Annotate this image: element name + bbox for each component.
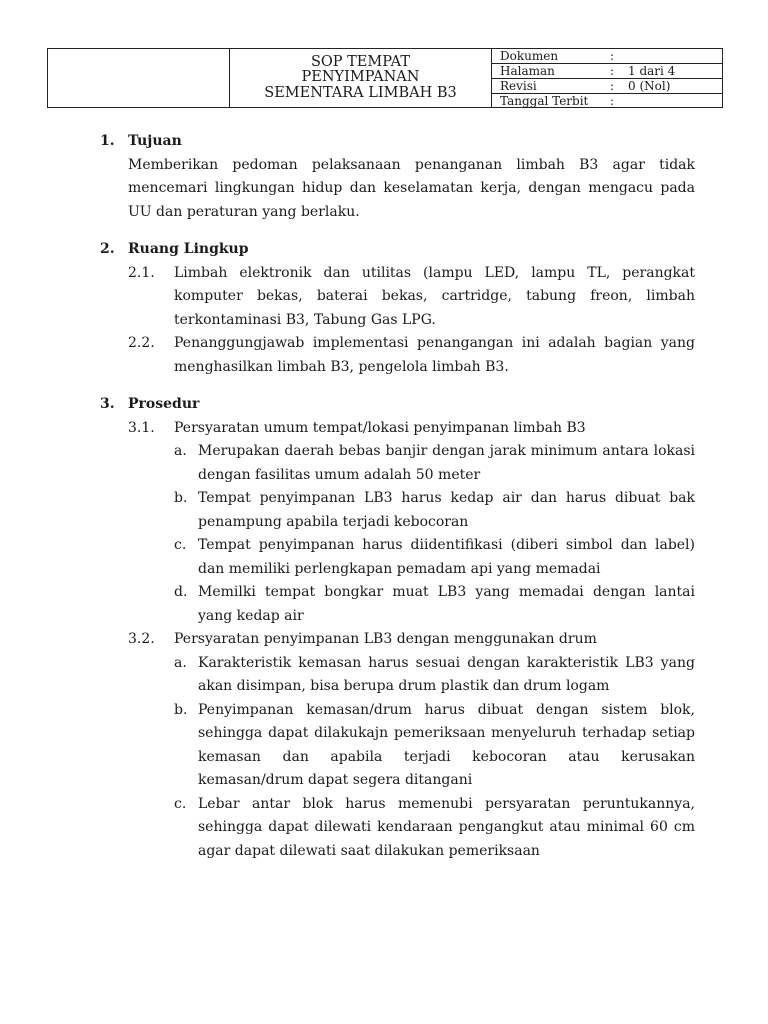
title-line: SOP TEMPAT [310,53,411,70]
section-title: Tujuan [128,133,182,149]
item-text: Tempat penyimpanan LB3 harus kedap air dan harus dibuat bak penampung apabila terjadi kebocoran [198,490,695,530]
meta-row-dokumen [492,49,722,64]
section-number: 3. [100,396,115,412]
meta-row-revisi [492,79,722,94]
document-meta [492,49,722,107]
section-paragraph: Memberikan pedoman pelaksanaan penanganan limbah B3 agar tidak mencemari lingkungan hidup dan keselamatan kerja, dengan mengacu pada UU dan peraturan yang berlaku. [128,156,695,220]
subsection-text: Persyaratan umum tempat/lokasi penyimpanan limbah B3 [174,419,586,436]
title-line: SEMENTARA LIMBAH B3 [264,84,457,101]
document-body [100,130,695,877]
meta-colon: : [610,49,615,63]
title-line: PENYIMPANAN [301,69,420,86]
section-tujuan [100,130,695,224]
section-number: 1. [100,133,115,149]
section-prosedur [100,393,695,863]
list-item [174,699,695,793]
meta-colon: : [610,79,615,93]
meta-label: Dokumen [500,49,559,63]
subsection [128,417,695,441]
meta-label: Tanggal Terbit [500,94,589,108]
document-header-table [47,48,723,108]
meta-colon: : [610,94,615,108]
section-number: 2. [100,241,115,257]
subsection [128,262,695,333]
meta-row-tanggal-terbit [492,94,722,108]
meta-value: 1 dari 4 [628,64,676,78]
item-text: Karakteristik kemasan harus sesuai dengan karakteristik LB3 yang akan disimpan, bisa berupa drum plastik dan drum logam [198,654,695,694]
item-letter: c. [174,795,187,812]
list-item [174,440,695,487]
subsection-text: Penanggungjawab implementasi penangangan ini adalah bagian yang menghasilkan limbah B3, pengelola limbah B3. [174,335,695,375]
section-title: Ruang Lingkup [128,241,249,257]
subsection-number: 2.2. [128,335,155,351]
item-letter: a. [174,654,187,671]
section-heading [100,130,695,154]
subsection-number: 3.1. [128,419,155,436]
item-text: Merupakan daerah bebas banjir dengan jarak minimum antara lokasi dengan fasilitas umum adalah 50 meter [198,443,695,483]
meta-value: 0 (Nol) [628,79,671,93]
item-letter: b. [174,490,188,506]
meta-colon: : [610,64,615,78]
subsection-number: 3.2. [128,631,155,647]
section-title: Prosedur [128,396,200,412]
list-item [174,793,695,864]
document-title [230,49,492,107]
item-letter: c. [174,537,187,553]
subsection [128,332,695,379]
list-item [174,487,695,534]
section-ruang-lingkup [100,238,695,379]
meta-label: Halaman [500,64,555,78]
item-text: Memilki tempat bongkar muat LB3 yang memadai dengan lantai yang kedap air [198,584,695,624]
section-heading [100,238,695,262]
list-item [174,652,695,699]
subsection [128,628,695,652]
subsection-text: Persyaratan penyimpanan LB3 dengan menggunakan drum [174,631,597,647]
subsection-number: 2.1. [128,264,155,281]
list-item [174,534,695,581]
item-text: Tempat penyimpanan harus diidentifikasi (diberi simbol dan label) dan memiliki perlengkapan pemadam api yang memadai [198,537,695,577]
meta-label: Revisi [500,79,537,93]
section-heading [100,393,695,417]
subsection-text: Limbah elektronik dan utilitas (lampu LED, lampu TL, perangkat komputer bekas, baterai bekas, cartridge, tabung freon, limbah terkontaminasi B3, Tabung Gas LPG. [174,264,695,328]
item-letter: b. [174,701,188,718]
logo-cell [48,49,230,107]
item-text: Penyimpanan kemasan/drum harus dibuat dengan sistem blok, sehingga dapat dilakukajn pemeriksaan menyeluruh terhadap setiap kemasan dan apabila terjadi kebocoran atau kerusakan kemasan/drum dapat segera ditangani [198,701,695,788]
meta-row-halaman [492,64,722,79]
list-item [174,581,695,628]
item-letter: a. [174,443,187,459]
item-text: Lebar antar blok harus memenubi persyaratan peruntukannya, sehingga dapat dilewati kendaraan pengangkut atau minimal 60 cm agar dapat dilewati saat dilakukan pemeriksaan [198,795,695,859]
item-letter: d. [174,584,188,600]
